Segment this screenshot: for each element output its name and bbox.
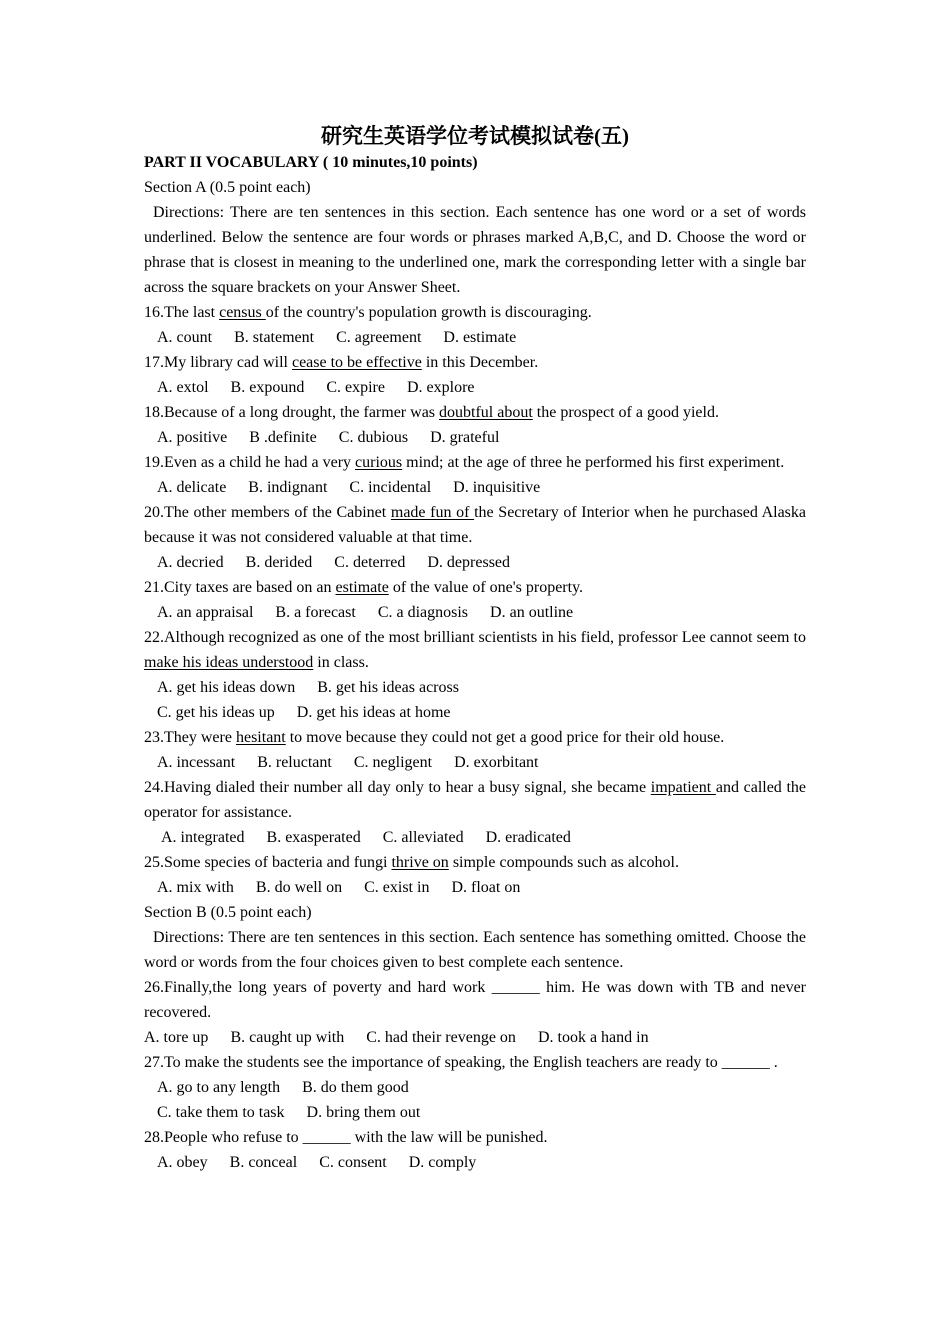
answer-option: C. take them to task [157, 1104, 285, 1121]
option-row [144, 700, 806, 725]
answer-option: B. statement [234, 329, 315, 346]
stem-text: of the country's population growth is discouraging. [265, 304, 592, 321]
option-row [144, 1150, 806, 1175]
underlined-phrase: estimate [335, 579, 389, 596]
stem-text: 24.Having dialed their number all day only to hear a busy signal, she became [144, 779, 651, 796]
question-stem [144, 575, 806, 600]
answer-option: A. go to any length [157, 1079, 281, 1096]
option-row [144, 1100, 806, 1125]
answer-option: B. derided [245, 554, 313, 571]
answer-option: D. exorbitant [454, 754, 539, 771]
answer-option: C. had their revenge on [366, 1029, 516, 1046]
option-row [144, 875, 806, 900]
answer-option: D. get his ideas at home [296, 704, 451, 721]
stem-text: 16.The last [144, 304, 220, 321]
option-row [144, 675, 806, 700]
stem-text: 22.Although recognized as one of the most brilliant scientists in his field, professor Lee cannot seem to [144, 629, 806, 646]
answer-option: A. decried [157, 554, 224, 571]
underlined-phrase: doubtful about [439, 404, 533, 421]
underlined-phrase: impatient [650, 779, 716, 796]
section-a-directions: Directions: There are ten sentences in this section. Each sentence has one word or a set of words underlined. Below the sentence are four words or phrases marked A,B,C, and D. Choose the word or phrase that is closest in meaning to the underlined one, mark the corresponding letter with a single bar across the square brackets on your Answer Sheet. [144, 204, 806, 296]
exam-title: 研究生英语学位考试模拟试卷(五) [321, 124, 629, 148]
option-row [144, 600, 806, 625]
stem-text: 23.They were [144, 729, 236, 746]
answer-option: C. a diagnosis [377, 604, 469, 621]
question-stem: 28.People who refuse to ______ with the law will be punished. [144, 1129, 548, 1146]
answer-option: C. agreement [336, 329, 422, 346]
answer-option: D. depressed [427, 554, 511, 571]
answer-option: C. consent [319, 1154, 387, 1171]
stem-text: simple compounds such as alcohol. [448, 854, 679, 871]
underlined-phrase: made fun of [390, 504, 475, 521]
answer-option: A. count [157, 329, 213, 346]
underlined-phrase: make his ideas understood [144, 654, 314, 671]
stem-text: of the value of one's property. [388, 579, 584, 596]
underlined-phrase: thrive on [391, 854, 449, 871]
stem-text: in class. [313, 654, 369, 671]
stem-text: 21.City taxes are based on an [144, 579, 336, 596]
answer-option: A. incessant [157, 754, 236, 771]
question-stem: 27.To make the students see the importance of speaking, the English teachers are ready to ______ . [144, 1054, 778, 1071]
stem-text: and called the operator for assistance. [144, 779, 807, 821]
option-row [144, 1075, 806, 1100]
stem-text: 19.Even as a child he had a very [144, 454, 356, 471]
option-row [144, 825, 806, 850]
answer-option: A. mix with [157, 879, 234, 896]
answer-option: A. positive [157, 429, 228, 446]
answer-option: C. deterred [334, 554, 406, 571]
question-stem [144, 400, 806, 425]
option-row [144, 475, 806, 500]
question-stem [144, 775, 806, 825]
option-row [144, 1025, 806, 1050]
answer-option: D. took a hand in [537, 1029, 649, 1046]
answer-option: C. get his ideas up [157, 704, 275, 721]
option-row [144, 750, 806, 775]
answer-option: B. reluctant [257, 754, 332, 771]
answer-option: B .definite [249, 429, 317, 446]
stem-text: 25.Some species of bacteria and fungi [144, 854, 392, 871]
stem-text: 17.My library cad will [144, 354, 292, 371]
answer-option: C. incidental [349, 479, 432, 496]
part-heading: PART II VOCABULARY ( 10 minutes,10 points) [144, 154, 478, 171]
answer-option: A. integrated [161, 829, 245, 846]
answer-option: D. inquisitive [453, 479, 541, 496]
document-page [144, 122, 806, 1175]
section-a-heading: Section A (0.5 point each) [144, 179, 311, 196]
stem-text: the Secretary of Interior when he purchased Alaska because it was not considered valuable at that time. [144, 504, 807, 546]
question-stem: 26.Finally,the long years of poverty and hard work ______ him. He was down with TB and never recovered. [144, 979, 806, 1021]
answer-option: B. get his ideas across [317, 679, 459, 696]
answer-option: D. an outline [490, 604, 574, 621]
answer-option: D. eradicated [485, 829, 571, 846]
answer-option: D. bring them out [306, 1104, 421, 1121]
question-stem [144, 725, 806, 750]
section-b-heading: Section B (0.5 point each) [144, 904, 312, 921]
section-b-questions [144, 975, 806, 1175]
answer-option: B. exasperated [266, 829, 361, 846]
answer-option: A. extol [157, 379, 209, 396]
stem-text: in this December. [421, 354, 539, 371]
answer-option: C. expire [326, 379, 385, 396]
answer-option: B. conceal [229, 1154, 298, 1171]
answer-option: C. alleviated [382, 829, 464, 846]
answer-option: B. expound [230, 379, 305, 396]
answer-option: A. an appraisal [157, 604, 254, 621]
section-b-directions: Directions: There are ten sentences in this section. Each sentence has something omitted. Choose the word or words from the four choices given to best complete each sentence. [144, 929, 806, 971]
stem-text: the prospect of a good yield. [532, 404, 719, 421]
question-stem [144, 350, 806, 375]
question-stem [144, 625, 806, 675]
answer-option: A. tore up [144, 1029, 209, 1046]
stem-text: 20.The other members of the Cabinet [144, 504, 391, 521]
answer-option: B. do well on [255, 879, 343, 896]
answer-option: C. exist in [364, 879, 430, 896]
stem-text: 18.Because of a long drought, the farmer was [144, 404, 440, 421]
underlined-phrase: census [219, 304, 266, 321]
stem-text: mind; at the age of three he performed his first experiment. [402, 454, 785, 471]
stem-text: to move because they could not get a good price for their old house. [285, 729, 725, 746]
answer-option: C. dubious [338, 429, 409, 446]
answer-option: D. float on [451, 879, 521, 896]
answer-option: B. caught up with [230, 1029, 345, 1046]
question-stem [144, 500, 806, 550]
underlined-phrase: cease to be effective [291, 354, 422, 371]
question-stem [144, 450, 806, 475]
answer-option: D. estimate [443, 329, 517, 346]
option-row [144, 550, 806, 575]
answer-option: D. explore [406, 379, 475, 396]
answer-option: D. comply [408, 1154, 477, 1171]
underlined-phrase: hesitant [235, 729, 286, 746]
question-stem [144, 850, 806, 875]
answer-option: B. do them good [302, 1079, 409, 1096]
option-row [144, 325, 806, 350]
answer-option: C. negligent [353, 754, 433, 771]
answer-option: B. a forecast [275, 604, 356, 621]
underlined-phrase: curious [355, 454, 403, 471]
option-row [144, 375, 806, 400]
option-row [144, 425, 806, 450]
section-a-questions [144, 300, 806, 900]
answer-option: A. obey [157, 1154, 208, 1171]
answer-option: D. grateful [430, 429, 500, 446]
question-stem [144, 300, 806, 325]
answer-option: A. delicate [157, 479, 227, 496]
answer-option: B. indignant [248, 479, 328, 496]
answer-option: A. get his ideas down [157, 679, 296, 696]
